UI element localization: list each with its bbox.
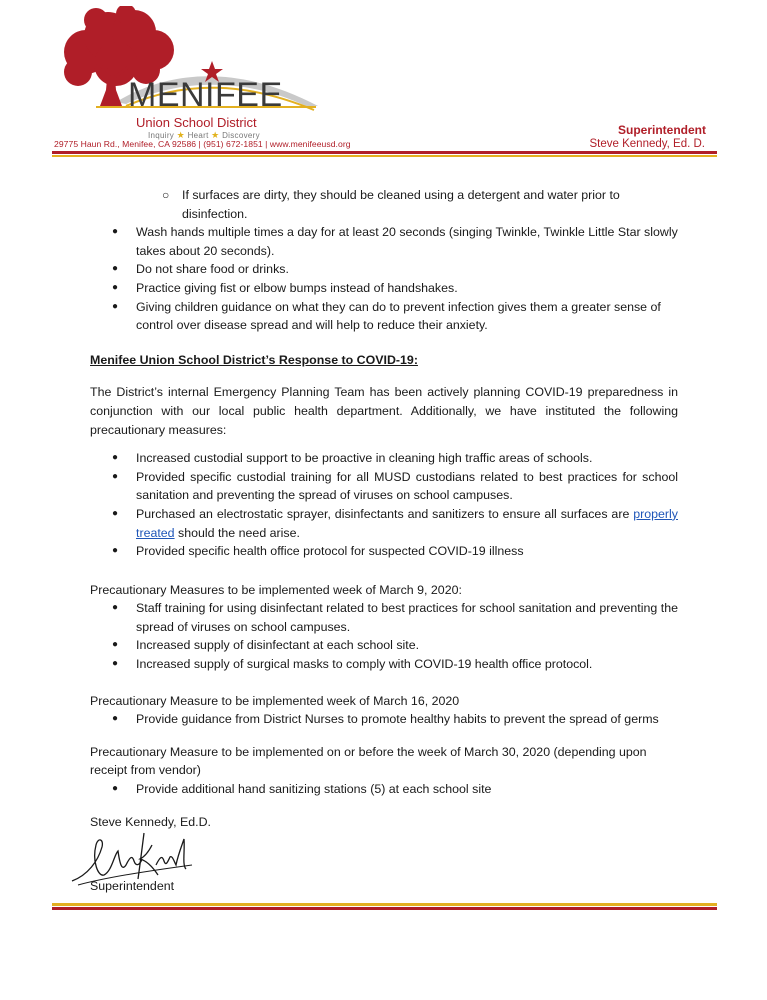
list-item xyxy=(90,260,678,279)
march9-list xyxy=(90,599,678,673)
list-item-text: Do not share food or drinks. xyxy=(136,262,289,277)
bullet-icon: ● xyxy=(112,713,119,725)
list-item xyxy=(90,298,678,335)
star-icon: ★ xyxy=(211,130,220,140)
list-item-text: Increased supply of surgical masks to comply with COVID-19 health office protocol. xyxy=(136,657,593,672)
footer-divider-red xyxy=(52,907,717,910)
list-item xyxy=(90,710,678,729)
tagline-word: Heart xyxy=(187,131,209,140)
list-item-text: should the need arise. xyxy=(174,525,300,540)
signer-title: Superintendent xyxy=(90,878,175,893)
list-item xyxy=(90,186,678,223)
list-item-text: If surfaces are dirty, they should be cleaned using a detergent and water prior to disinfection. xyxy=(182,188,620,221)
bullet-icon: ● xyxy=(112,658,119,670)
list-item xyxy=(90,542,678,561)
star-icon: ★ xyxy=(176,130,186,140)
list-item xyxy=(90,505,678,542)
district-logo xyxy=(56,6,356,144)
superintendent-name: Steve Kennedy, Ed. D. xyxy=(589,138,705,150)
bullet-icon: ● xyxy=(112,639,119,651)
bullet-icon: ● xyxy=(112,452,119,464)
district-wordmark: MENIFEE xyxy=(128,76,283,114)
list-item-text: Practice giving fist or elbow bumps instead of handshakes. xyxy=(136,280,458,295)
district-subtitle: Union School District xyxy=(136,115,257,130)
list-item xyxy=(90,655,678,674)
list-item xyxy=(90,468,678,505)
list-item-text: Staff training for using disinfectant related to best practices for school sanitation and preventing the spread of viruses on school campuses. xyxy=(136,601,678,634)
march9-heading: Precautionary Measures to be implemented week of March 9, 2020: xyxy=(90,582,462,597)
bullet-icon: ● xyxy=(112,545,119,557)
bullet-icon: ● xyxy=(112,602,119,614)
intro-paragraph: The District’s internal Emergency Planning Team has been actively planning COVID-19 preparedness in conjunction with our local public health department. Additionally, we have instituted the following precautionary measures: xyxy=(90,385,678,437)
list-item xyxy=(90,279,678,298)
section-heading: Menifee Union School District’s Response to COVID-19: xyxy=(90,352,418,367)
list-item xyxy=(90,780,678,799)
list-item-text: Giving children guidance on what they can do to prevent infection gives them a greater sense of control over disease spread and will help to reduce their anxiety. xyxy=(136,299,661,333)
list-item-text: Provide guidance from District Nurses to promote healthy habits to prevent the spread of germs xyxy=(136,712,659,727)
superintendent-heading: Superintendent xyxy=(617,123,706,137)
circle-bullet-icon: ○ xyxy=(162,188,170,202)
signer-name: Steve Kennedy, Ed.D. xyxy=(90,814,211,829)
bullet-icon: ● xyxy=(112,226,119,238)
march16-list xyxy=(90,710,678,729)
footer-divider-gold xyxy=(52,903,717,906)
tagline-word: Discovery xyxy=(222,131,260,140)
list-item xyxy=(90,223,678,260)
district-address: 29775 Haun Rd., Menifee, CA 92586 | (951) 672-1851 | www.menifeeusd.org xyxy=(54,139,351,149)
bullet-icon: ● xyxy=(112,470,119,482)
list-item-text: Increased custodial support to be proactive in cleaning high traffic areas of schools. xyxy=(136,451,593,466)
list-item-text: Provided specific health office protocol for suspected COVID-19 illness xyxy=(136,544,524,559)
bullet-icon: ● xyxy=(112,263,119,275)
march16-heading: Precautionary Measure to be implemented week of March 16, 2020 xyxy=(90,693,460,708)
tagline-word: Inquiry xyxy=(148,131,175,140)
bullet-icon: ● xyxy=(112,300,119,312)
list-item xyxy=(90,449,678,468)
march30-heading: Precautionary Measure to be implemented on or before the week of March 30, 2020 (depending upon receipt from vendor) xyxy=(90,744,647,778)
march30-list xyxy=(90,780,678,799)
bullet-icon: ● xyxy=(112,507,119,519)
list-item-text: Increased supply of disinfectant at each school site. xyxy=(136,638,420,653)
list-item xyxy=(90,636,678,655)
letter-body xyxy=(90,186,678,903)
measures-list xyxy=(90,449,678,561)
list-item-text: Provide additional hand sanitizing stations (5) at each school site xyxy=(136,782,492,797)
bullet-icon: ● xyxy=(112,281,119,293)
bullet-icon: ● xyxy=(112,783,119,795)
properly-treated-link[interactable]: properly treated xyxy=(136,506,678,540)
header-divider-gold xyxy=(52,155,717,157)
signature-block xyxy=(90,813,678,903)
list-item-text: Purchased an electrostatic sprayer, disinfectants and sanitizers to ensure all surfaces are xyxy=(136,506,634,521)
list-item-text: Wash hands multiple times a day for at least 20 seconds (singing Twinkle, Twinkle Little Star slowly takes about 20 seconds). xyxy=(136,225,678,258)
list-item xyxy=(90,599,678,636)
list-item-text: Provided specific custodial training for all MUSD custodians related to best practices for school sanitation and preventing the spread of viruses on school campuses. xyxy=(136,469,678,503)
header-divider-red xyxy=(52,151,717,154)
hygiene-list xyxy=(90,186,678,335)
